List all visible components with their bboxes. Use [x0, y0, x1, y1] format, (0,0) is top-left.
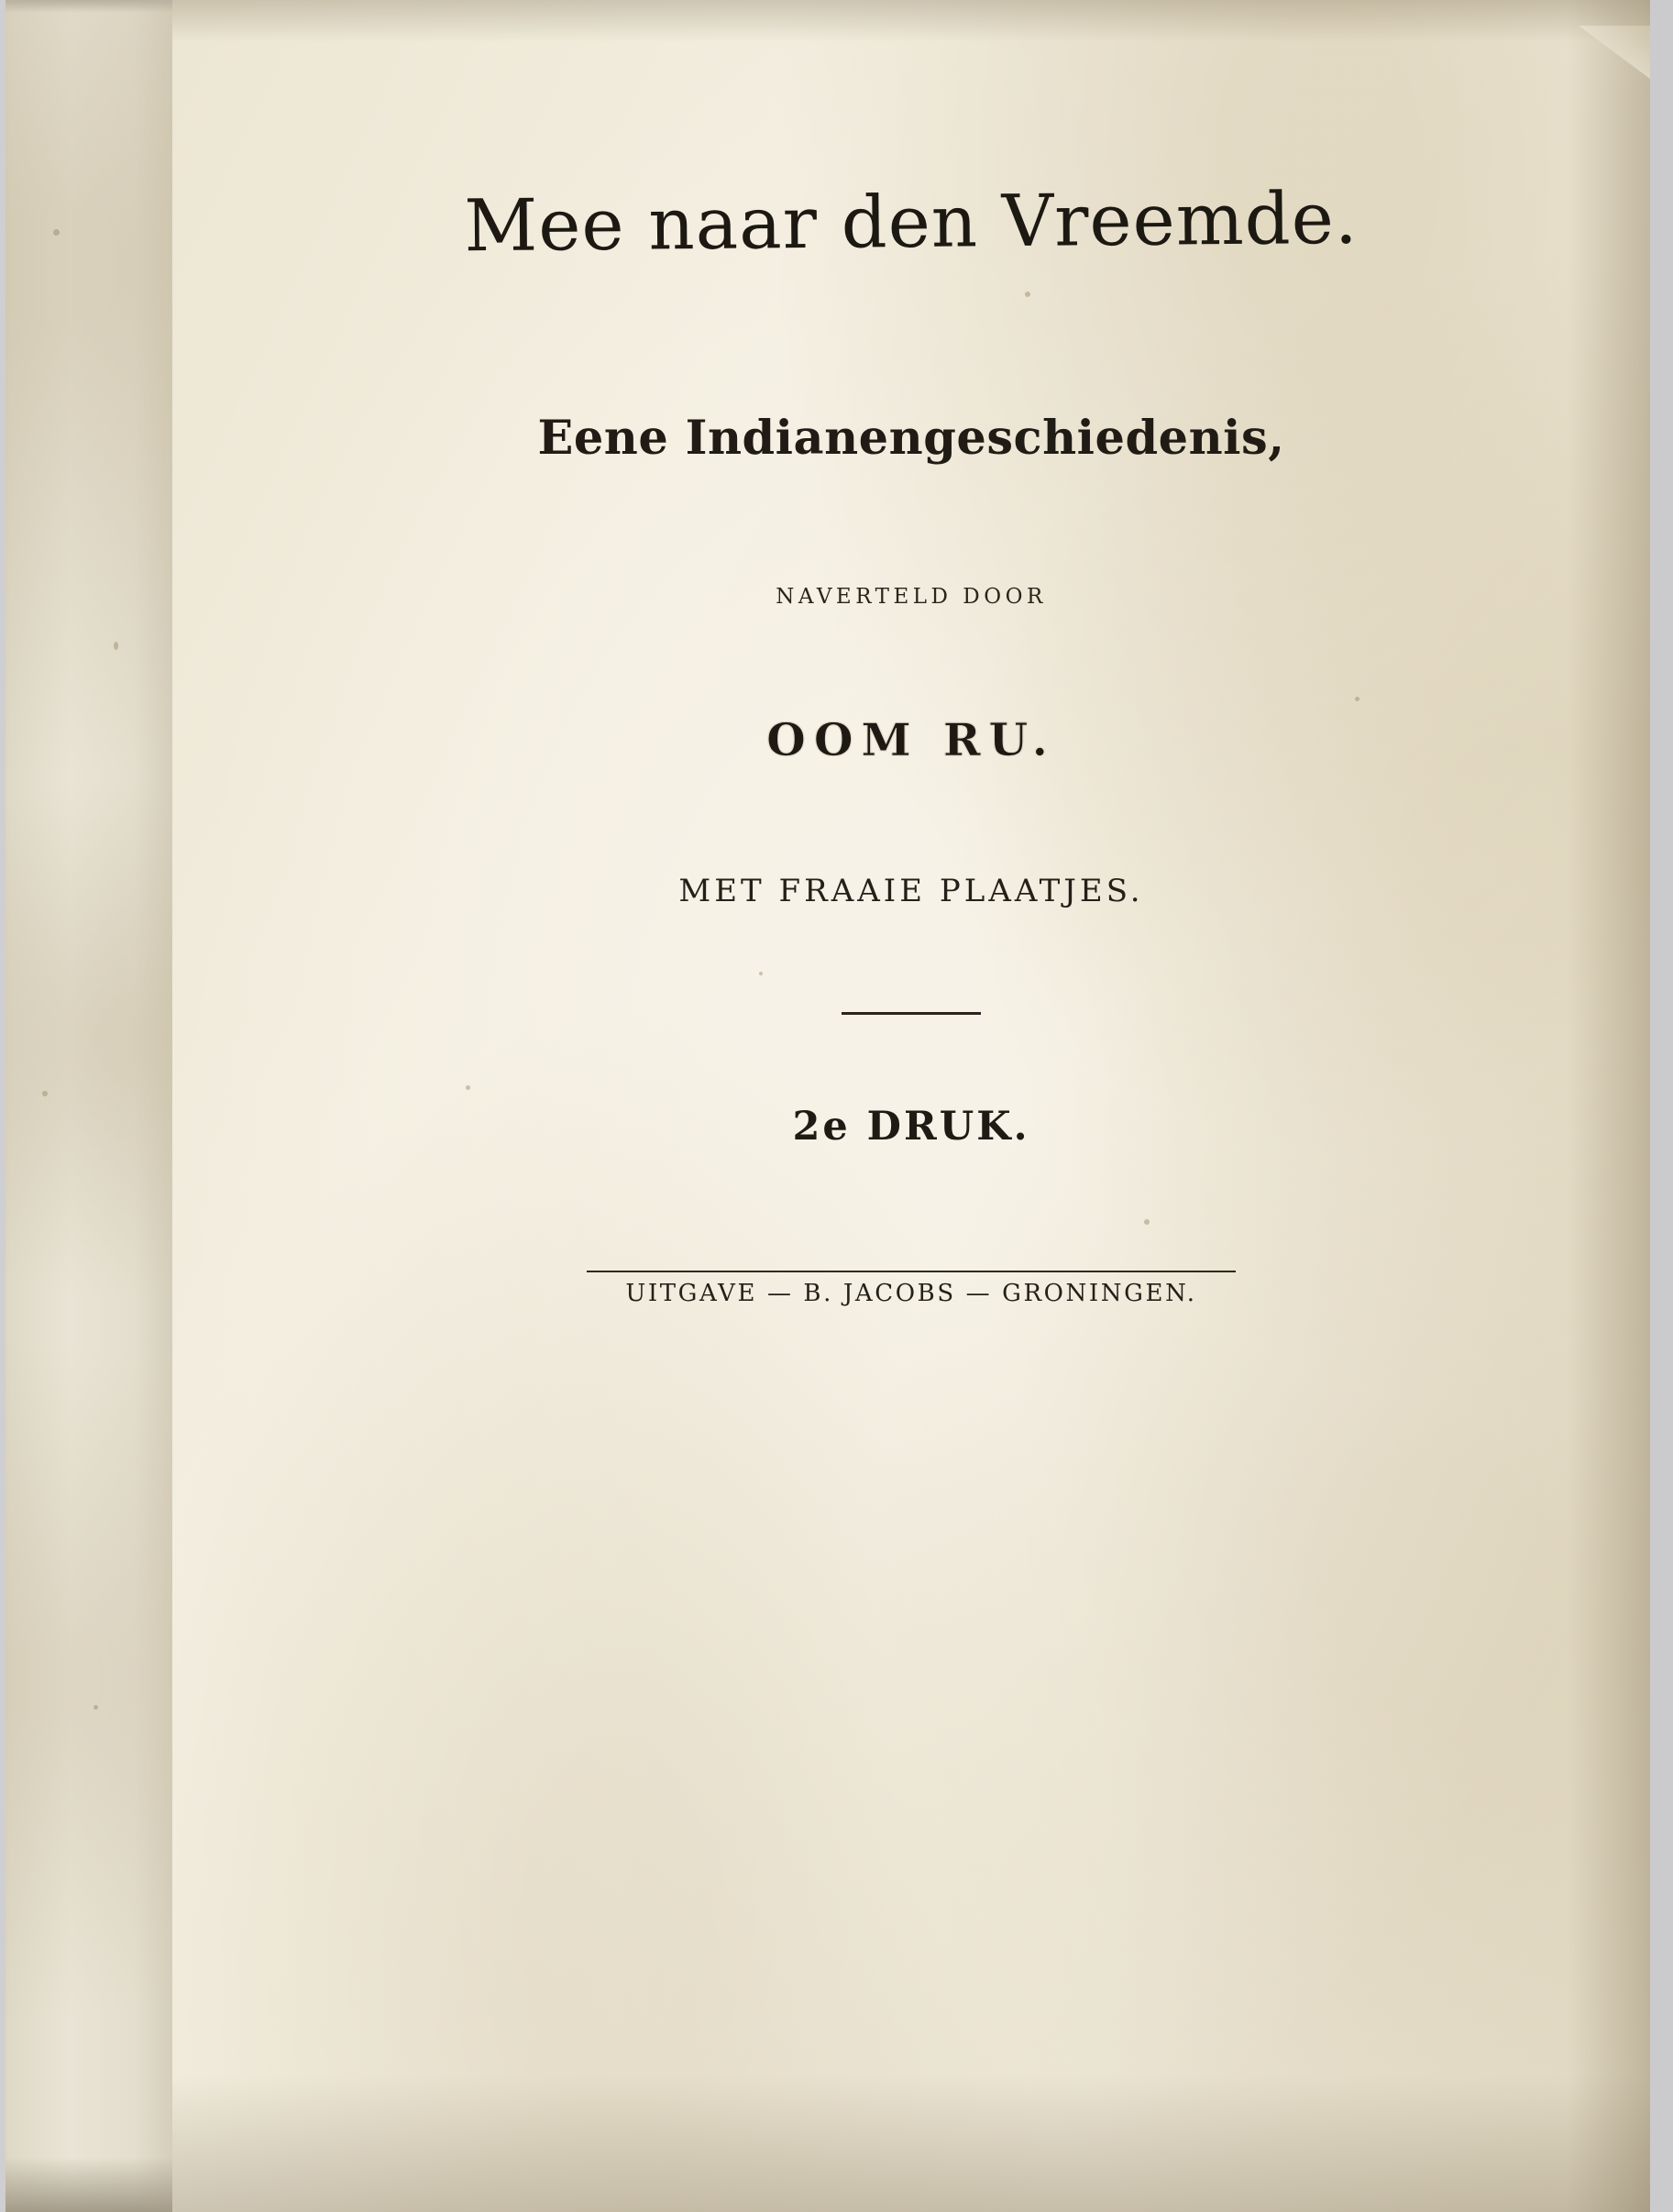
paper-speck: [42, 1091, 48, 1096]
title-page: [172, 0, 1650, 2212]
left-page: [6, 0, 189, 2212]
left-page-top-edge: [6, 0, 189, 13]
paper-speck: [94, 1705, 98, 1710]
paper-speck: [114, 642, 118, 650]
edition-statement: 2e DRUK.: [792, 1104, 1030, 1150]
ornament-rule: [842, 1012, 981, 1015]
author-name: OOM RU.: [766, 713, 1056, 766]
book-subtitle: Eene Indianengeschiedenis,: [537, 411, 1285, 466]
left-page-bottom-edge: [6, 2157, 189, 2212]
book-title: [172, 175, 1651, 270]
publisher-imprint: UITGAVE — B. JACOBS — GRONINGEN.: [625, 1280, 1197, 1307]
illustration-note: MET FRAAIE PLAATJES.: [678, 873, 1144, 909]
book-title-text: Mee naar den Vreemde.: [464, 177, 1359, 269]
paper-speck: [53, 229, 60, 236]
footer-rule: [587, 1271, 1236, 1272]
byline-label: NAVERTELD DOOR: [776, 585, 1047, 609]
title-page-content: [172, 0, 1650, 2212]
